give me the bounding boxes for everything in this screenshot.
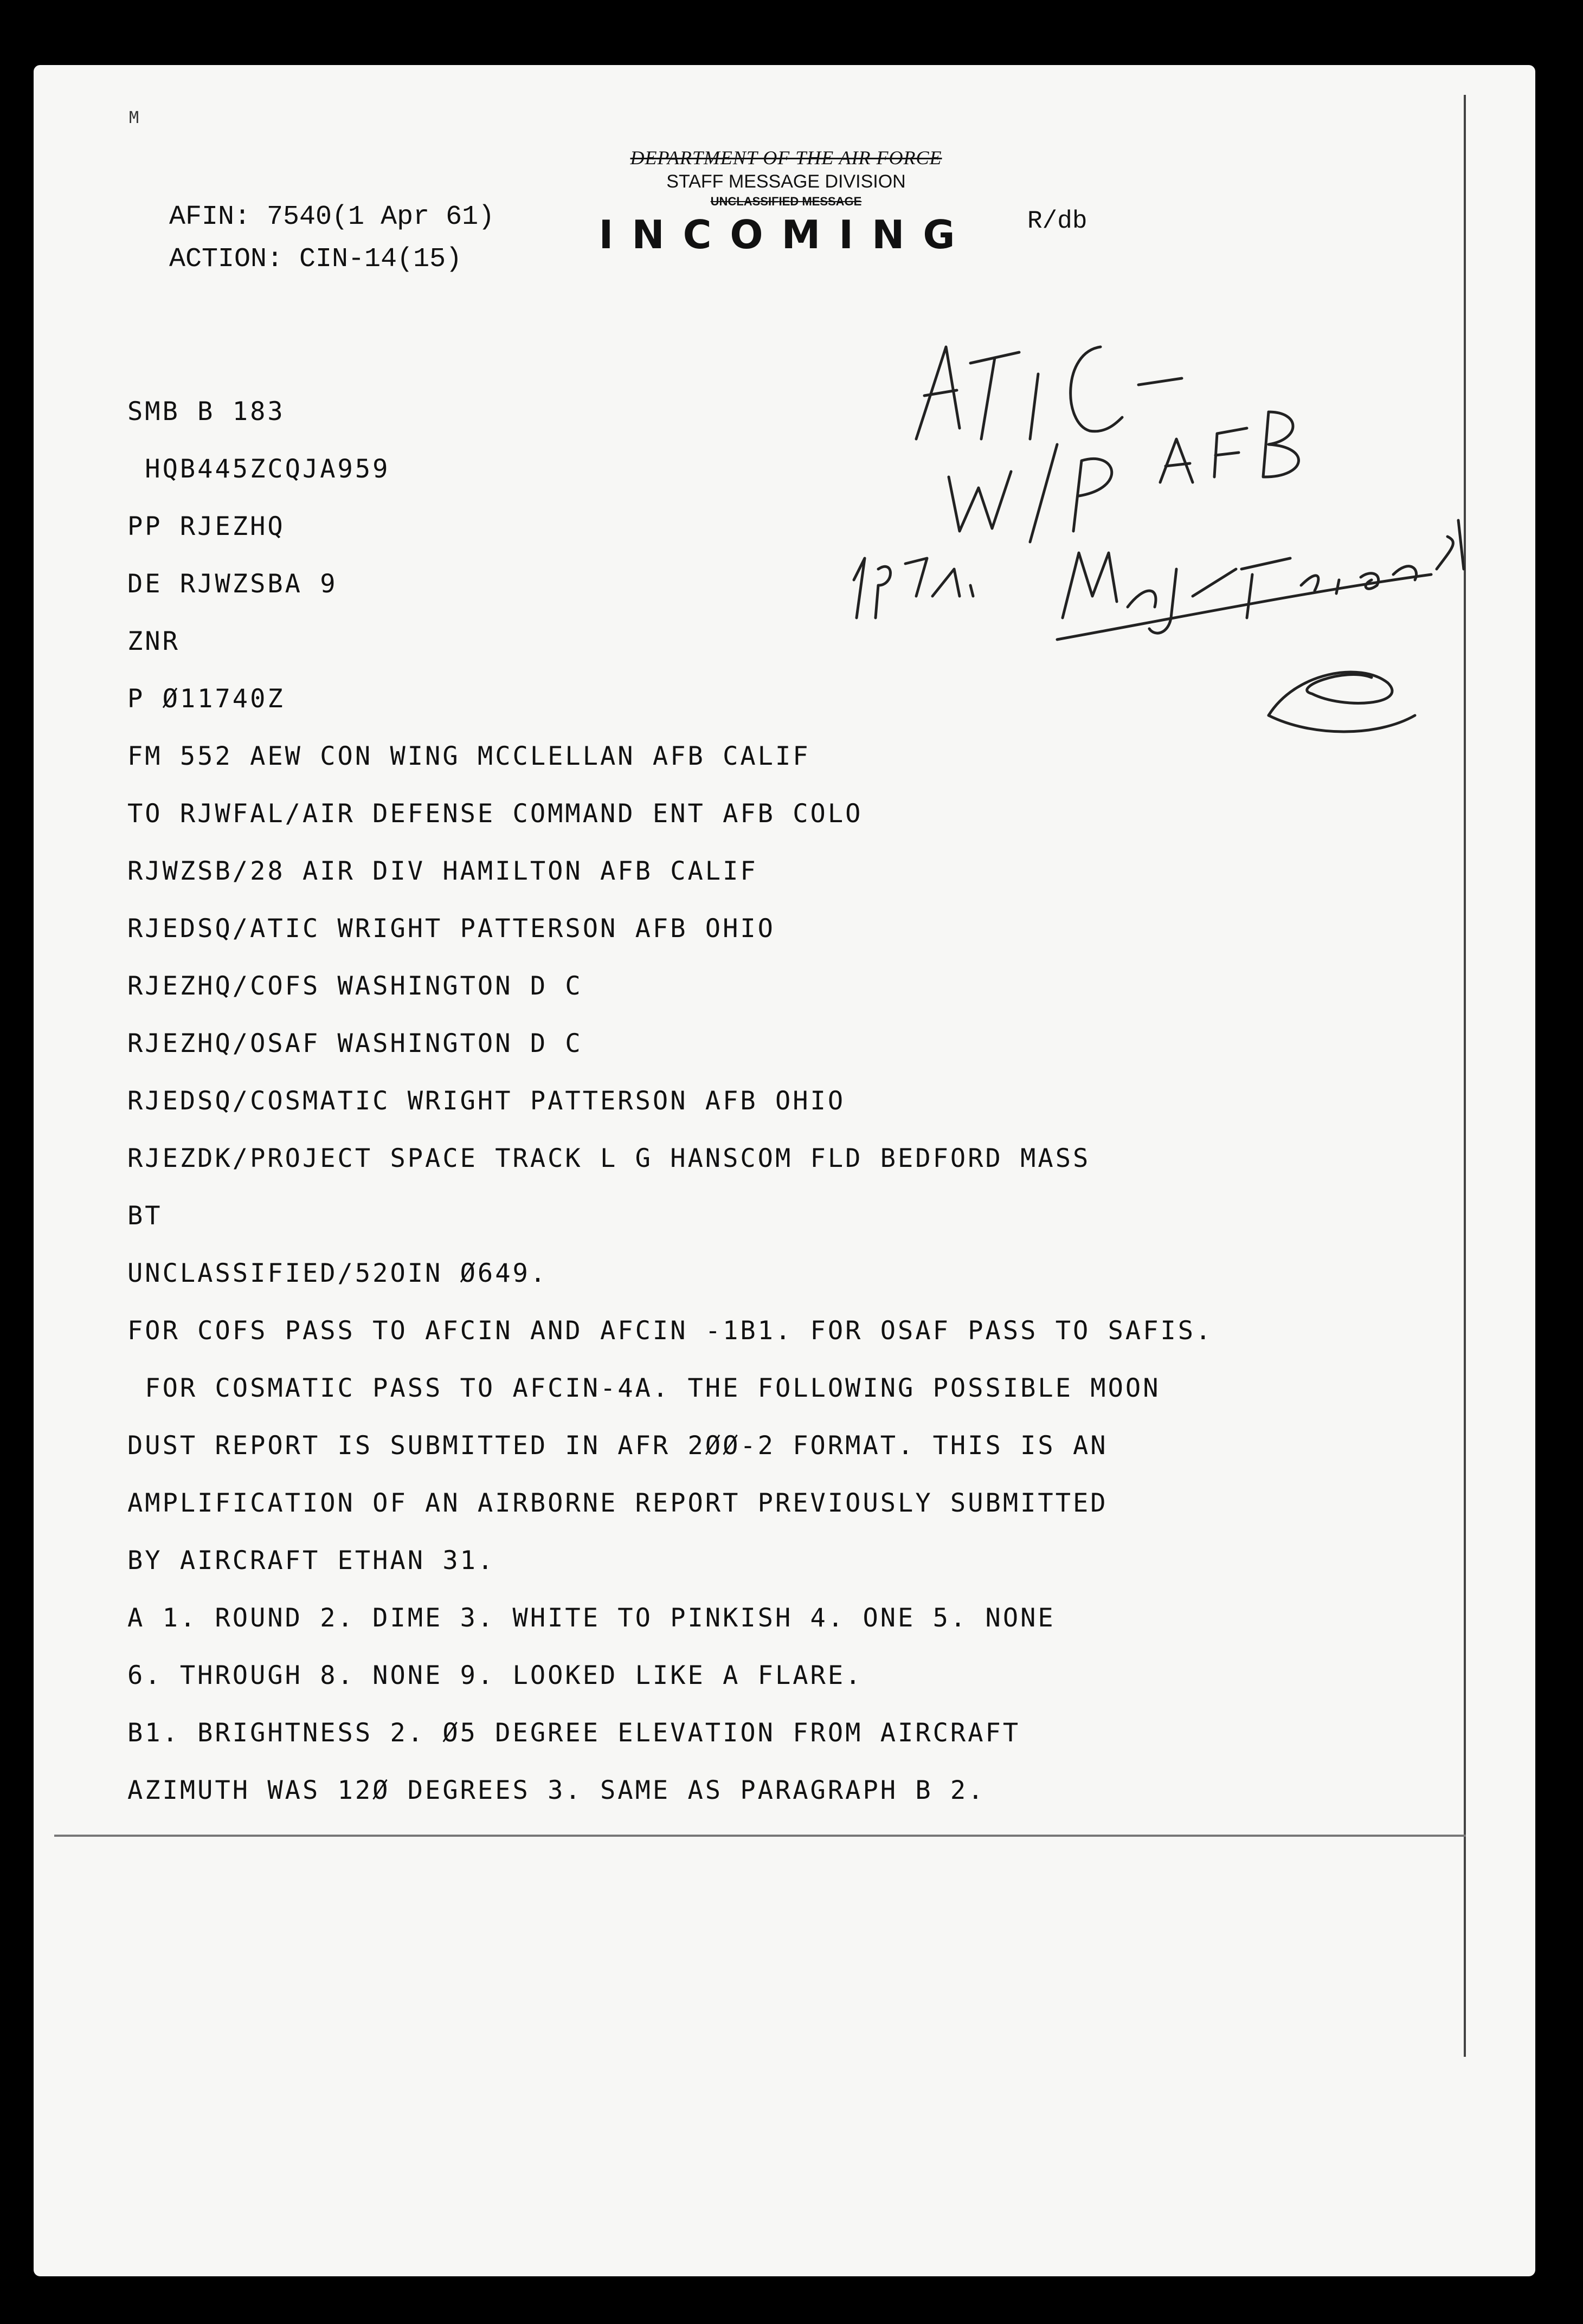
- message-line: BY AIRCRAFT ETHAN 31.: [127, 1546, 496, 1576]
- department-name: DEPARTMENT OF THE AIR FORCE: [630, 147, 942, 169]
- message-line: A 1. ROUND 2. DIME 3. WHITE TO PINKISH 4. ONE 5. NONE: [127, 1603, 1056, 1633]
- routing-initials: R/db: [1027, 207, 1087, 235]
- message-line: SMB B 183: [127, 397, 285, 427]
- letterhead: [591, 146, 981, 257]
- message-line: P Ø11740Z: [127, 684, 285, 714]
- page-border-bottom: [54, 1835, 1466, 1837]
- routing-header: [169, 196, 494, 281]
- corner-mark: M: [129, 108, 139, 127]
- message-line: PP RJEZHQ: [127, 512, 285, 541]
- message-line: RJEZHQ/COFS WASHINGTON D C: [127, 971, 583, 1001]
- message-line: RJEDSQ/ATIC WRIGHT PATTERSON AFB OHIO: [127, 914, 775, 944]
- message-line: RJWZSB/28 AIR DIV HAMILTON AFB CALIF: [127, 856, 758, 886]
- message-line: DUST REPORT IS SUBMITTED IN AFR 2ØØ-2 FORMAT. THIS IS AN: [127, 1431, 1108, 1461]
- message-line: 6. THROUGH 8. NONE 9. LOOKED LIKE A FLARE.: [127, 1661, 863, 1690]
- message-line: BT: [127, 1201, 163, 1231]
- division-name: STAFF MESSAGE DIVISION: [666, 171, 906, 192]
- message-line: FOR COSMATIC PASS TO AFCIN-4A. THE FOLLOWING POSSIBLE MOON: [127, 1373, 1161, 1403]
- message-line: RJEZDK/PROJECT SPACE TRACK L G HANSCOM FLD BEDFORD MASS: [127, 1144, 1091, 1173]
- message-line: RJEZHQ/OSAF WASHINGTON D C: [127, 1029, 583, 1058]
- message-line: TO RJWFAL/AIR DEFENSE COMMAND ENT AFB COLO: [127, 799, 863, 829]
- incoming-title: INCOMING: [599, 212, 974, 257]
- message-line: DE RJWZSBA 9: [127, 569, 338, 599]
- message-line: B1. BRIGHTNESS 2. Ø5 DEGREE ELEVATION FROM AIRCRAFT: [127, 1718, 1021, 1748]
- message-line: HQB445ZCQJA959: [127, 454, 390, 484]
- message-line: RJEDSQ/COSMATIC WRIGHT PATTERSON AFB OHIO: [127, 1086, 846, 1116]
- message-line: FM 552 AEW CON WING MCCLELLAN AFB CALIF: [127, 741, 810, 771]
- action-line: ACTION: CIN-14(15): [169, 244, 462, 275]
- message-line: AMPLIFICATION OF AN AIRBORNE REPORT PREVIOUSLY SUBMITTED: [127, 1488, 1108, 1518]
- message-line: ZNR: [127, 627, 180, 656]
- message-line: FOR COFS PASS TO AFCIN AND AFCIN -1B1. FOR OSAF PASS TO SAFIS.: [127, 1316, 1213, 1346]
- message-line: UNCLASSIFIED/52OIN Ø649.: [127, 1258, 548, 1288]
- afin-line: AFIN: 7540(1 Apr 61): [169, 202, 495, 233]
- message-line: AZIMUTH WAS 12Ø DEGREES 3. SAME AS PARAGRAPH B 2.: [127, 1776, 986, 1805]
- classification-label: UNCLASSIFIED MESSAGE: [710, 195, 862, 208]
- message-body: [127, 383, 1213, 1819]
